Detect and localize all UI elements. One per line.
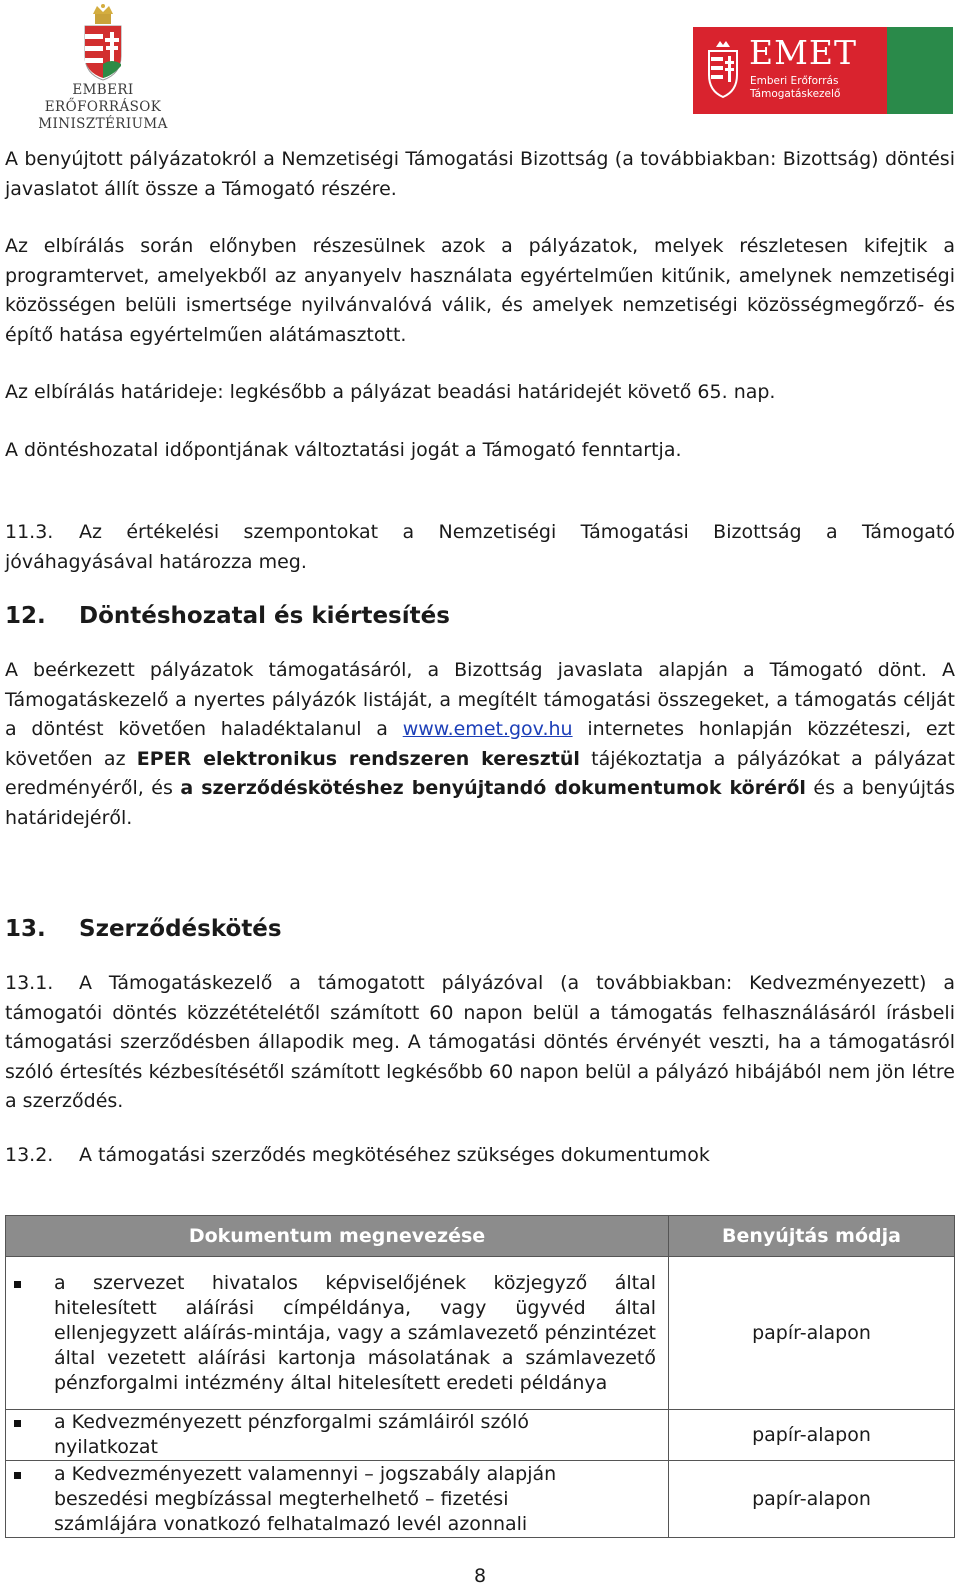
document-cell — [6, 1461, 669, 1538]
document-cell — [6, 1410, 669, 1461]
bullet-icon — [14, 1462, 54, 1537]
paragraph-decision-notification — [5, 656, 955, 833]
paragraph-11-3 — [5, 518, 955, 577]
heading-13-number: 13. — [5, 916, 46, 942]
emet-shield-icon — [706, 39, 740, 99]
emet-website-link[interactable]: www.emet.gov.hu — [402, 718, 573, 740]
notification-bold-documents: a szerződéskötéshez benyújtandó dokumentumok köréről — [180, 777, 806, 799]
table-row — [6, 1410, 955, 1461]
emet-logo — [693, 27, 953, 114]
paragraph-evaluation-deadline: Az elbírálás határideje: legkésőbb a pályázat beadási határidejét követő 65. nap. — [5, 381, 776, 403]
section-number-13-2: 13.2. — [5, 1143, 54, 1166]
notification-text-4: és a benyújtás határidejéről. — [5, 777, 955, 829]
page-number: 8 — [473, 1565, 487, 1587]
emet-subtitle-1: Emberi Erőforrás — [750, 75, 839, 87]
column-header-document: Dokumentum megnevezése — [6, 1216, 669, 1257]
notification-text-3: tájékoztatja a pályázókat a pályázat eredményéről, és — [5, 747, 955, 799]
emmi-name-line2: MINISZTÉRIUMA — [38, 116, 168, 132]
heading-12-title: Döntéshozatal és kiértesítés — [79, 603, 450, 629]
submission-mode-cell: papír-alapon — [669, 1410, 955, 1461]
submission-mode-cell: papír-alapon — [669, 1257, 955, 1410]
document-name: a Kedvezményezett valamennyi – jogszabály alapján beszedési megbízással megterhelhető – fizetési számlájára vonatkozó felhatalmazó levél azonnali — [54, 1462, 557, 1535]
paragraph-11-3-text: Az értékelési szempontokat a Nemzetiségi Támogatási Bizottság a Támogató jóváhagyásával határozza meg. — [5, 521, 955, 573]
notification-bold-eper: EPER elektronikus rendszeren keresztül — [136, 747, 580, 770]
table-row — [6, 1461, 955, 1538]
notification-text-1: A beérkezett pályázatok támogatásáról, a Bizottság javaslata alapján a Támogató dönt. A Támogatáskezelő a nyertes pályázók listáját, a megítélt támogatási összegeket, a támogatás célját a döntést követően haladéktalanul a — [5, 659, 955, 740]
required-documents-table — [5, 1215, 955, 1538]
paragraph-13-2-text: A támogatási szerződés megkötéséhez szükséges dokumentumok — [79, 1143, 710, 1166]
emmi-name-line1: EMBERI ERŐFORRÁSOK — [44, 82, 162, 115]
document-cell — [6, 1257, 669, 1410]
paragraph-evaluation-criteria: Az elbírálás során előnyben részesülnek azok a pályázatok, melyek részletesen kifejtik a programtervet, amelyekből az anyanyelv használata egyértelműen kitűnik, amelynek nemzetiségi közösségen belüli ismertsége nyilvánvalóvá válik, és amelyek nemzetiségi közösségmegőrző- és építő hatása egyértelműen alátámasztott. — [5, 235, 955, 346]
table-row — [6, 1257, 955, 1410]
document-name: a szervezet hivatalos képviselőjének közjegyző által hitelesített aláírási címpéldánya, vagy ügyvéd által ellenjegyzett aláírás-mintája, vagy a számlavezető pénzintézet által vezetett aláírási kartonja másolatának a számlavezető pénzforgalmi intézmény által hitelesített eredeti példánya — [54, 1271, 656, 1394]
emet-subtitle-2: Támogatáskezelő — [750, 88, 841, 100]
emmi-logo — [18, 4, 188, 132]
paragraph-13-1 — [5, 969, 955, 1117]
page-header — [0, 0, 960, 132]
document-body — [5, 145, 955, 1170]
bullet-icon — [14, 1410, 54, 1460]
heading-12-number: 12. — [5, 603, 46, 629]
emet-green-stripe — [887, 27, 953, 114]
heading-13-title: Szerződéskötés — [79, 916, 282, 942]
paragraph-13-1-text: A Támogatáskezelő a támogatott pályázóval (a továbbiakban: Kedvezményezett) a támogatói döntés közzétételétől számított 60 napon belül a támogatás felhasználásáról írásbeli támogatási szerződésben állapodik meg. A támogatási döntés érvényét veszti, ha a támogatásról szóló értesítés kézbesítésétől számított legkésőbb 60 napon belül a pályázó hibájából nem jön létre a szerződés. — [5, 972, 955, 1112]
table-header-row — [6, 1216, 955, 1257]
paragraph-decision-proposal: A benyújtott pályázatokról a Nemzetiségi Támogatási Bizottság (a továbbiakban: Bizottság) döntési javaslatot állít össze a Támogató részére. — [5, 148, 955, 200]
section-number-11-3: 11.3. — [5, 521, 54, 543]
heading-section-12 — [5, 603, 955, 629]
section-number-13-1: 13.1. — [5, 972, 54, 994]
notification-text-2: internetes honlapján közzéteszi, ezt követően az — [5, 718, 955, 770]
heading-section-13 — [5, 916, 955, 942]
submission-mode-cell: papír-alapon — [669, 1461, 955, 1538]
column-header-submission-mode: Benyújtás módja — [669, 1216, 955, 1257]
paragraph-date-change-right: A döntéshozatal időpontjának változtatási jogát a Támogató fenntartja. — [5, 438, 682, 461]
document-name: a Kedvezményezett pénzforgalmi számláiról szóló nyilatkozat — [54, 1411, 529, 1458]
emet-title: EMET — [749, 33, 857, 72]
hungarian-coat-of-arms-icon — [81, 4, 125, 82]
paragraph-13-2 — [5, 1141, 955, 1171]
bullet-icon — [14, 1271, 54, 1396]
